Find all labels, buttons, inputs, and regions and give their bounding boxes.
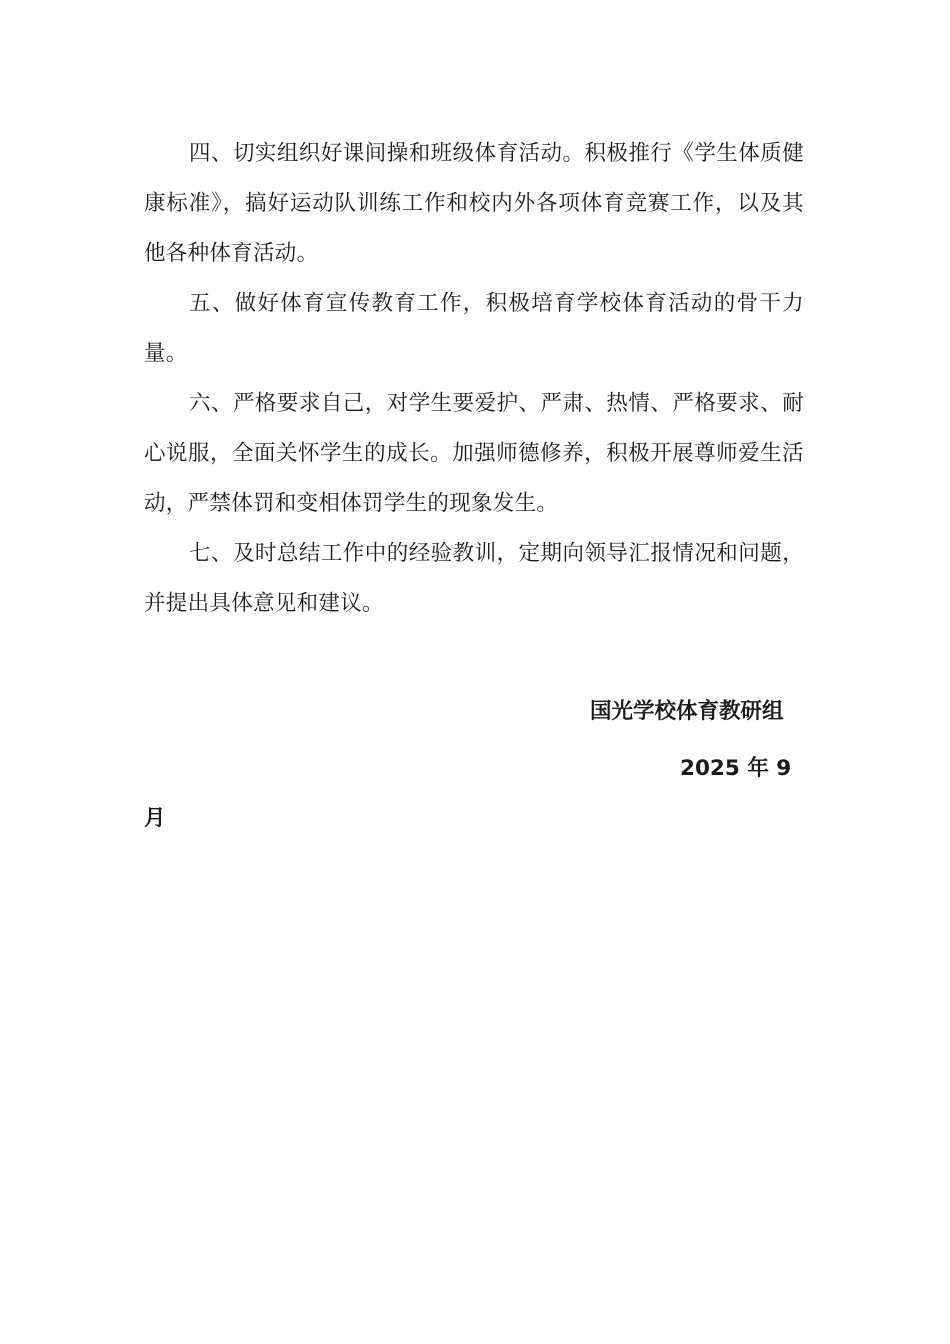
paragraph-item-five: 五、做好体育宣传教育工作，积极培育学校体育活动的骨干力量。 xyxy=(144,291,804,366)
signature-organization: 国光学校体育教研组 xyxy=(590,699,784,724)
signature-month: 月 xyxy=(144,806,166,831)
document-body xyxy=(144,129,804,629)
paragraph-item-six: 六、严格要求自己，对学生要爱护、严肃、热情、严格要求、耐心说服，全面关怀学生的成长。加强师德修养，积极开展尊师爱生活动，严禁体罚和变相体罚学生的现象发生。 xyxy=(144,391,804,516)
signature-date: 2025 年 9 xyxy=(680,756,792,781)
paragraph-item-four: 四、切实组织好课间操和班级体育活动。积极推行《学生体质健康标准》，搞好运动队训练工作和校内外各项体育竞赛工作，以及其他各种体育活动。 xyxy=(144,141,804,266)
paragraph-item-seven: 七、及时总结工作中的经验教训，定期向领导汇报情况和问题，并提出具体意见和建议。 xyxy=(144,541,804,616)
